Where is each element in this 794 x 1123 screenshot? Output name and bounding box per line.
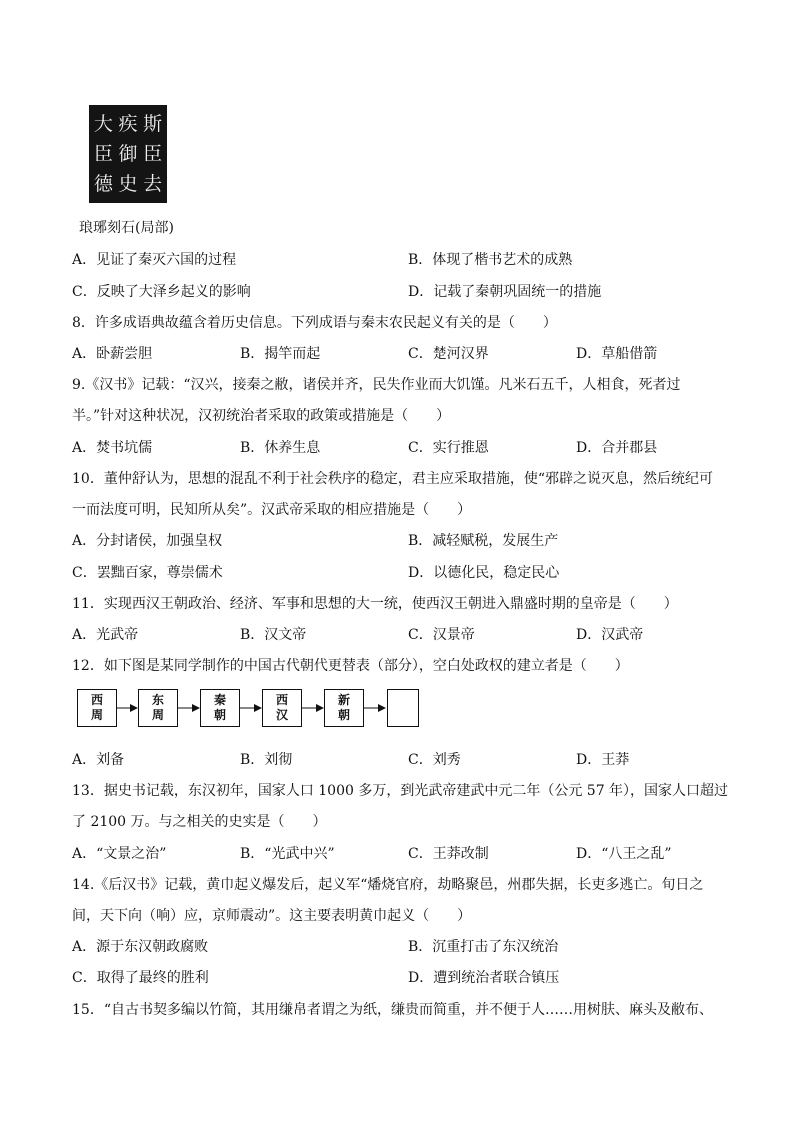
q11-option-c: C．汉景帝 [408,627,475,643]
flow-box-western-zhou: 西 周 [77,689,117,727]
rubbing-column: 斯 臣 去 [143,112,163,195]
q14-stem-line2: 间，天下向（响）应，京师震动”。这主要表明黄巾起义（ ） [72,908,472,924]
q11-stem: 11．实现西汉王朝政治、经济、军事和思想的大一统，使西汉王朝进入鼎盛时期的皇帝是（ ） [72,596,678,612]
q11-option-b: B．汉文帝 [240,627,307,643]
q7-option-b: B．体现了楷书艺术的成熟 [408,252,573,268]
q13-option-a: A．“文景之治” [72,846,167,862]
q9-option-b: B．休养生息 [240,440,321,456]
q14-option-c: C．取得了最终的胜利 [72,970,209,986]
q9-stem-line1: 9.《汉书》记载：“汉兴，接秦之敝，诸侯并齐，民失作业而大饥馑。凡米石五千，人相食，死者过 [72,377,681,393]
q11-option-d: D．汉武帝 [576,627,644,643]
q8-option-c: C．楚河汉界 [408,346,489,362]
q12-option-c: C．刘秀 [408,752,461,768]
q9-option-c: C．实行推恩 [408,440,489,456]
q9-stem-line2: 半。”针对这种状况，汉初统治者采取的政策或措施是（ ） [72,408,451,424]
q8-option-d: D．草船借箭 [576,346,658,362]
q14-stem-line1: 14.《后汉书》记载，黄巾起义爆发后，起义军“燔烧官府，劫略聚邑，州郡失据，长吏多逃亡。旬日之 [72,877,704,893]
image-caption: 琅琊刻石(局部) [79,220,174,236]
q7-option-c: C．反映了大泽乡起义的影响 [72,284,251,300]
q10-option-d: D．以德化民，稳定民心 [408,565,560,581]
q14-option-d: D．遭到统治者联合镇压 [408,970,560,986]
q9-option-a: A．焚书坑儒 [72,440,153,456]
q10-option-a: A．分封诸侯，加强皇权 [72,533,223,549]
q13-option-c: C．王莽改制 [408,846,489,862]
q12-option-b: B．刘彻 [240,752,293,768]
q14-option-b: B．沉重打击了东汉统治 [408,939,559,955]
q13-stem-line1: 13．据史书记载，东汉初年，国家人口 1000 多万，到光武帝建武中元二年（公元 57 年），国家人口超过 [72,783,729,799]
q10-option-b: B．减轻赋税，发展生产 [408,533,559,549]
flow-box-western-han: 西 汉 [262,689,302,727]
q10-stem-line2: 一而法度可明，民知所从矣”。汉武帝采取的相应措施是（ ） [72,502,472,518]
q12-stem: 12．如下图是某同学制作的中国古代朝代更替表（部分），空白处政权的建立者是（ ） [72,658,629,674]
q10-stem-line1: 10．董仲舒认为，思想的混乱不利于社会秩序的稳定，君主应采取措施，使“邪辟之说灭息，然后统纪可 [72,471,713,487]
q9-option-d: D．合并郡县 [576,440,658,456]
q12-option-a: A．刘备 [72,752,125,768]
q7-option-d: D．记载了秦朝巩固统一的措施 [408,284,602,300]
q12-option-d: D．王莽 [576,752,630,768]
q15-stem-line1: 15．“自古书契多编以竹简，其用缣帛者谓之为纸，缣贵而简重，并不便于人……用树肤、麻头及敝布、 [72,1002,713,1018]
q13-option-d: D．“八王之乱” [576,846,672,862]
flow-box-xin: 新 朝 [324,689,364,727]
flow-box-qin: 秦 朝 [200,689,240,727]
q13-stem-line2: 了 2100 万。与之相关的史实是（ ） [72,814,327,830]
q8-stem: 8．许多成语典故蕴含着历史信息。下列成语与秦末农民起义有关的是（ ） [72,315,557,331]
q11-option-a: A．光武帝 [72,627,139,643]
flow-box-eastern-zhou: 东 周 [138,689,178,727]
rubbing-column: 疾 御 史 [118,112,138,195]
q7-option-a: A．见证了秦灭六国的过程 [72,252,237,268]
q10-option-c: C．罢黜百家，尊崇儒术 [72,565,223,581]
q14-option-a: A．源于东汉朝政腐败 [72,939,209,955]
q8-option-b: B．揭竿而起 [240,346,321,362]
rubbing-column: 大 臣 德 [93,112,113,195]
flow-box-blank [387,689,419,727]
q13-option-b: B．“光武中兴” [240,846,335,862]
q8-option-a: A．卧薪尝胆 [72,346,153,362]
